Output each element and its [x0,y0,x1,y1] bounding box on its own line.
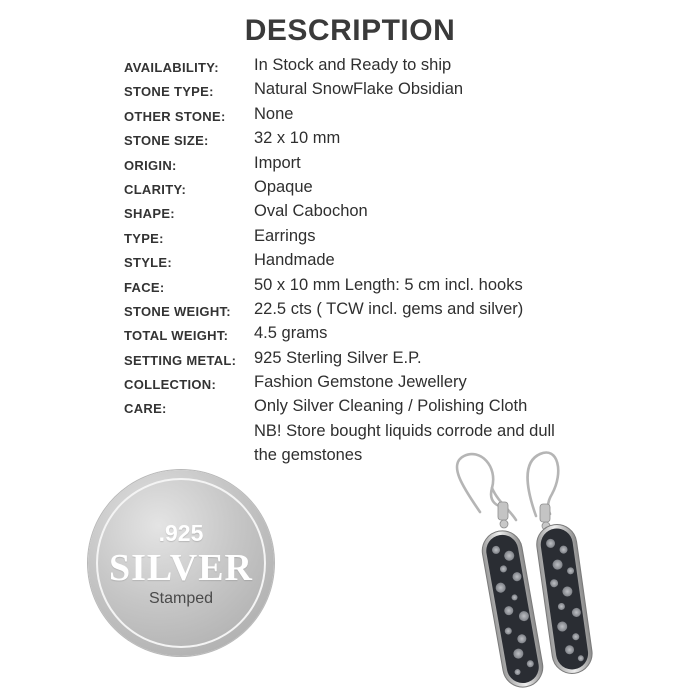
spec-row-total-weight [124,324,604,348]
spec-value: In Stock and Ready to ship [254,56,452,74]
badge-stamp: Stamped [148,590,214,607]
spec-row-stone-weight [124,300,604,324]
spec-value: Opaque [254,177,313,196]
spec-value: 22.5 cts ( TCW incl. gems and silver) [254,299,524,318]
earring-left [479,528,546,690]
spec-label: ORIGIN: [124,157,177,173]
spec-label: CARE: [124,401,167,417]
spec-value: 32 x 10 mm [254,129,341,148]
spec-row-stone-size [124,129,604,153]
spec-value: Natural SnowFlake Obsidian [254,80,464,99]
spec-label: STONE WEIGHT: [124,303,231,319]
spec-row-other-stone [124,105,604,129]
spec-value: Oval Cabochon [254,202,368,221]
spec-value: None [254,104,294,123]
spec-row-setting-metal [124,349,604,373]
spec-row-availability [124,56,604,80]
earrings-image [440,446,620,690]
page-title: DESCRIPTION [244,14,456,47]
spec-label: FACE: [124,279,165,295]
spec-value: 4.5 grams [254,324,328,343]
badge-metal: SILVER [108,547,253,589]
care-note-line: NB! Store bought liquids corrode and dull [254,421,555,440]
spec-value: Fashion Gemstone Jewellery [254,373,467,392]
spec-label: SETTING METAL: [124,352,237,368]
spec-list [124,56,604,471]
spec-label: OTHER STONE: [124,108,226,124]
spec-row-type [124,227,604,251]
spec-row-stone-type [124,80,604,104]
spec-value: Handmade [254,251,335,270]
hook-coils [498,502,550,522]
badge-purity: .925 [158,520,204,546]
spec-label: SHAPE: [124,206,175,222]
spec-value: 925 Sterling Silver E.P. [254,348,422,367]
earring-right [534,522,594,676]
spec-label: TYPE: [124,230,164,246]
spec-label: STONE TYPE: [124,84,214,100]
care-note-line: the gemstones [254,446,363,465]
spec-row-collection [124,373,604,397]
spec-value: 50 x 10 mm Length: 5 cm incl. hooks [254,275,523,294]
spec-row-style [124,251,604,275]
silver-stamp-badge [88,470,274,656]
spec-label: STYLE: [124,255,173,271]
spec-value: Only Silver Cleaning / Polishing Cloth [254,397,528,416]
spec-row-origin [124,154,604,178]
spec-row-care-note-1 [124,422,604,446]
spec-label: STONE SIZE: [124,133,209,149]
spec-row-clarity [124,178,604,202]
spec-row-face [124,276,604,300]
spec-label: TOTAL WEIGHT: [124,328,229,344]
spec-value: Earrings [254,226,316,245]
spec-value: Import [254,153,301,172]
spec-row-shape [124,202,604,226]
spec-label: AVAILABILITY: [124,60,219,75]
spec-label: COLLECTION: [124,377,217,393]
spec-label: CLARITY: [124,181,187,197]
spec-row-care [124,397,604,421]
